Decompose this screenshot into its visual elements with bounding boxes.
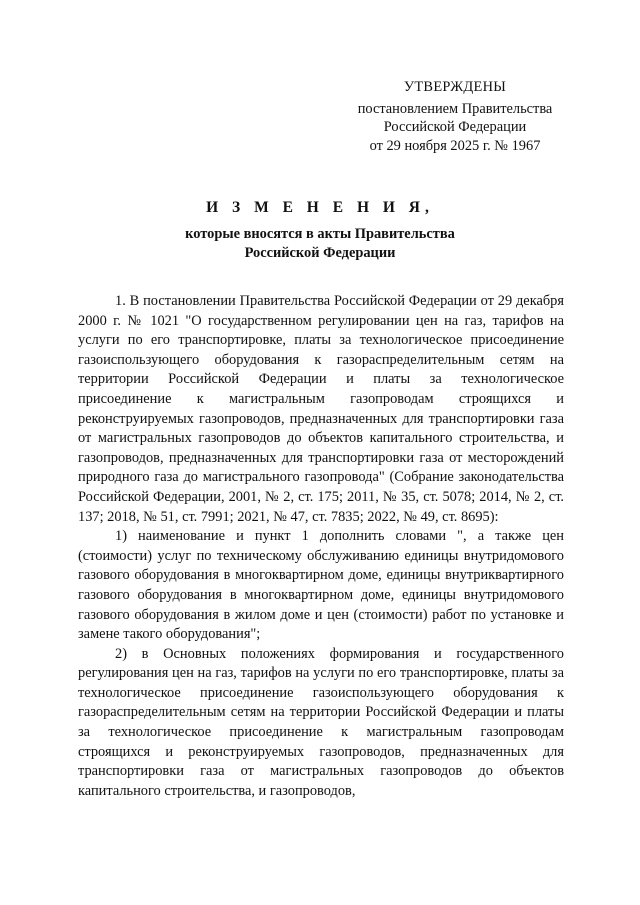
document-subtitle	[70, 225, 570, 263]
subtitle-line-1: которые вносятся в акты Правительства	[185, 226, 455, 242]
paragraph-3: 2) в Основных положениях формирования и государственного регулирования цен на газ, тарифов на услуги по его транспортировке, платы за технологическое присоединение газоиспользующего оборудования к газораспределительным сетям на территории Российской Федерации и платы за технологическое присоединение к магистральным газопроводам строящихся и реконструируемых газопроводов, предназначенных для транспортировки газа от магистральных газопроводов до объектов капитального строительства, и газопроводов,	[78, 645, 564, 799]
approval-title: УТВЕРЖДЕНЫ	[403, 79, 507, 95]
approval-line-1: постановлением Правительства	[357, 100, 553, 117]
approval-stamp	[330, 78, 580, 155]
document-body	[78, 292, 564, 801]
approval-line-3: от 29 ноября 2025 г. № 1967	[369, 137, 541, 154]
document-title: И З М Е Н Е Н И Я,	[206, 199, 434, 216]
paragraph-2: 1) наименование и пункт 1 дополнить словами ", а также цен (стоимости) услуг по техническому обслуживанию единицы внутридомового газового оборудования в многоквартирном доме, единицы внутриквартирного газового оборудования в многоквартирном доме, единицы внутридомового газового оборудования в жилом доме и цен (стоимости) работ по установке и замене такого оборудования";	[78, 528, 564, 643]
paragraph-1: 1. В постановлении Правительства Российской Федерации от 29 декабря 2000 г. № 1021 "О государственном регулировании цен на газ, тарифов на услуги по его транспортировке, платы за технологическое присоединение газоиспользующего оборудования к газораспределительным сетям на территории Российской Федерации и платы за технологическое присоединение к магистральным газопроводам строящихся и реконструируемых газопроводов, предназначенных для транспортировки газа от магистральных газопроводов до объектов капитального строительства, и газопроводов, предназначенных для транспортировки газа от месторождений природного газа до магистрального газопровода" (Собрание законодательства Российской Федерации, 2001, № 2, ст. 175; 2011, № 35, ст. 5078; 2014, № 2, ст. 137; 2018, № 51, ст. 7991; 2021, № 47, ст. 7835; 2022, № 49, ст. 8695):	[78, 293, 564, 525]
subtitle-line-2: Российской Федерации	[244, 245, 396, 261]
approval-line-2: Российской Федерации	[383, 119, 527, 135]
